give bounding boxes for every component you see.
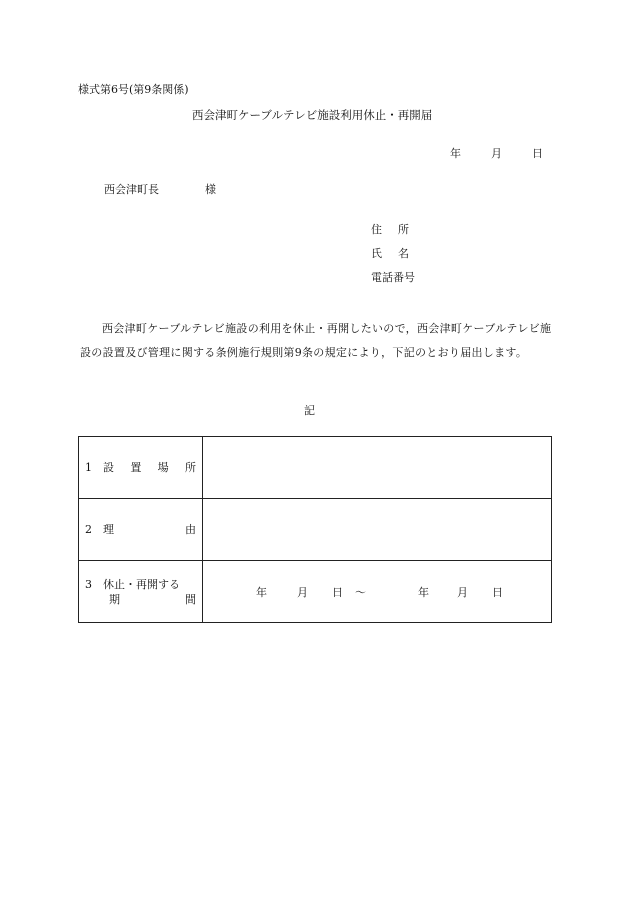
table-row [79,561,552,623]
reason-field[interactable] [203,499,552,561]
table-row [79,437,552,499]
row-number: 3 [85,577,92,591]
body-text: 西会津町ケーブルテレビ施設の利用を休止・再開したいので，西会津町ケーブルテレビ施設の設置及び管理に関する条例施行規則第9条の規定により，下記のとおり届出します。 [80,322,552,359]
installation-location-label: 1 設 置 場 所 [79,437,203,499]
table-row [79,499,552,561]
start-day: 日 [332,585,343,599]
period-label: 3 休止・再開する 期 間 [79,561,203,623]
ki-heading: 記 [304,404,315,417]
addressee-name: 西会津町長 [104,183,159,196]
phone-label: 電話番号 [371,271,415,284]
address-label: 住所 [371,223,409,236]
name-label: 氏名 [371,247,409,260]
row-number: 1 [85,461,92,474]
addressee [104,181,216,197]
installation-location-field[interactable] [203,437,552,499]
end-day: 日 [492,585,503,599]
form-number: 様式第6号(第9条関係) [78,83,189,96]
end-year: 年 [418,585,429,599]
period-field[interactable] [203,561,552,623]
row-number: 2 [85,523,92,536]
start-month: 月 [297,585,308,599]
addressee-honorific: 様 [205,183,216,196]
end-month: 月 [457,585,468,599]
applicant-block [371,223,415,295]
date-day: 日 [532,147,543,160]
period-tilde: ～ [355,585,366,599]
submission-date [450,145,543,161]
reason-label: 2 理 由 [79,499,203,561]
details-table [78,436,552,623]
date-month: 月 [491,147,502,160]
start-year: 年 [256,585,267,599]
document-title: 西会津町ケーブルテレビ施設利用休止・再開届 [192,108,433,122]
date-year: 年 [450,147,461,160]
